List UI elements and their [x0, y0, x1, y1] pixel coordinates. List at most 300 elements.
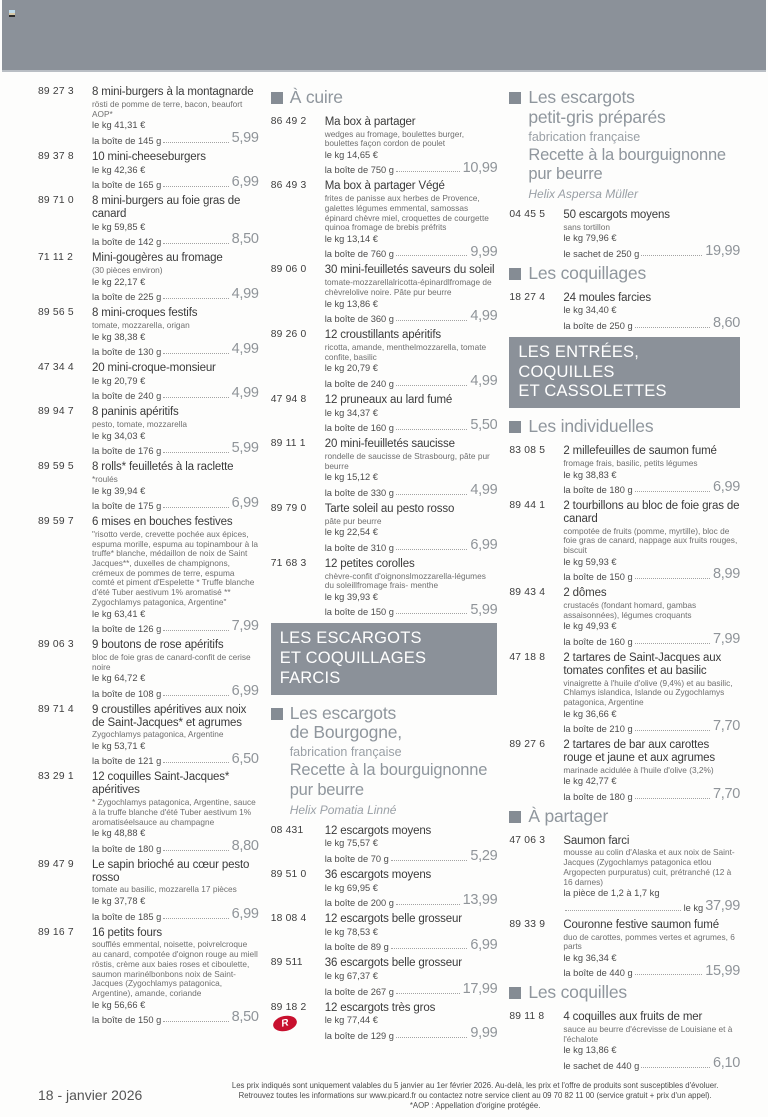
product-unit-price: le kg 67,37 €	[324, 971, 378, 982]
product-body	[325, 329, 498, 389]
dotted-leader	[391, 860, 468, 861]
product-code: 89 37 8	[38, 150, 74, 162]
product-code-cell	[271, 180, 319, 259]
product-code: 89 43 4	[509, 587, 546, 599]
product-code-cell	[509, 739, 557, 802]
section-bullet-icon	[509, 268, 521, 280]
product-description: frites de panisse aux herbes de Provence, galettes légumes emmental, samossas épinard chèvre miel, croquettes de courgette quinoa fromage de brebis préfrits	[324, 193, 489, 233]
product-entry	[38, 927, 259, 1025]
section-header-body	[528, 807, 608, 827]
product-code-cell	[38, 406, 86, 456]
product-code: 47 06 3	[509, 834, 546, 846]
product-code-cell	[38, 516, 86, 634]
product-description: Zygochlamys patagonica, Argentine	[92, 729, 224, 740]
product-entry	[509, 919, 740, 979]
product-unit-price: le kg 13,86 €	[324, 298, 378, 309]
product-code-cell	[38, 252, 86, 302]
product-body	[563, 652, 740, 734]
product-unit-price: le kg 34,37 €	[324, 407, 378, 418]
product-unit-price: le kg 36,66 €	[563, 708, 617, 719]
product-quantity: la boîte de 225 g	[92, 291, 162, 302]
product-entry	[271, 116, 498, 176]
product-title: 12 pruneaux au lard fumé	[324, 393, 453, 406]
product-code-cell	[38, 151, 86, 190]
product-description: ricotta, amande, menthelmozzarella, tomate confite, basilic	[324, 342, 487, 362]
product-entry	[38, 516, 259, 634]
dotted-leader	[641, 1067, 710, 1068]
product-price-row	[324, 536, 498, 553]
product-price-row	[325, 419, 498, 433]
product-price: 6,99	[470, 936, 498, 953]
product-description: tomate au basilic, mozzarella 17 pièces	[92, 884, 237, 895]
product-title: 2 millefeuilles de saumon fumé	[563, 444, 717, 457]
product-body	[563, 500, 740, 582]
product-price: 6,99	[231, 682, 259, 699]
product-quantity: la boîte de 150 g	[324, 607, 394, 618]
product-unit-price: le kg 69,95 €	[324, 882, 378, 893]
product-entry	[509, 500, 740, 582]
product-quantity: la boîte de 250 g	[563, 320, 633, 331]
section-subtitle: fabrication française	[289, 745, 402, 760]
product-title: 9 boutons de rose apéritifs	[92, 638, 224, 651]
product-description: tomate-mozzarellalricotta-épinardlfromage de chèvrelolive noire. Pâte pur beurre	[324, 277, 492, 298]
product-price: 4,99	[231, 341, 259, 358]
product-code: 89 06 3	[38, 638, 74, 650]
product-description: soufflés emmental, noisette, poivrelcroque au canard, compotée d'oignon rouge au miell röstis, crème aux baies roses et ciboulette, saumon marinélbonbons noix de Saint-Jacques (Zygochlamys patagonica, Argentine), amande, coriande	[92, 939, 258, 998]
product-body	[325, 558, 498, 618]
product-code-cell	[271, 264, 319, 324]
dotted-leader	[641, 255, 702, 256]
product-price-row	[92, 387, 259, 401]
top-banner	[2, 0, 766, 72]
product-price-row	[92, 1011, 259, 1025]
section-bullet-icon	[509, 421, 521, 433]
product-body	[563, 835, 740, 914]
product-entry	[271, 1002, 498, 1041]
section-title-line: de Bourgogne,	[289, 722, 402, 743]
product-title: 36 escargots belle grosseur	[324, 957, 462, 970]
product-price-row	[324, 601, 498, 618]
legal-line: *AOP : Appellation d'origine protégée.	[409, 1100, 541, 1110]
product-unit-price: le kg 38,38 €	[92, 331, 146, 342]
product-code: 89 33 9	[509, 918, 546, 930]
section-header-body	[528, 264, 646, 284]
product-body	[563, 919, 740, 979]
dotted-leader	[635, 578, 710, 579]
product-price: 5,99	[231, 129, 259, 146]
product-quantity: la boîte de 150 g	[563, 572, 633, 583]
product-quantity: la boîte de 175 g	[92, 501, 162, 512]
product-price-row	[325, 1027, 498, 1041]
section-title-line: Les escargots	[528, 87, 635, 107]
product-body	[92, 195, 259, 247]
product-description: pâte pur beurre	[324, 515, 382, 526]
dotted-leader	[163, 695, 228, 696]
product-price-row	[563, 897, 740, 914]
product-code-cell	[38, 771, 86, 853]
dotted-leader	[163, 186, 228, 187]
product-code: 71 68 3	[270, 557, 307, 569]
section-header	[509, 983, 740, 1003]
product-code-cell	[271, 438, 319, 498]
product-code: 47 34 4	[38, 361, 74, 373]
product-price: 8,50	[231, 1009, 259, 1026]
product-code: 89 26 0	[270, 329, 307, 341]
product-body	[563, 587, 740, 647]
section-subtitle: fabrication française	[528, 129, 641, 144]
product-title: 9 croustilles apéritives aux noix de Saint-Jacques* et agrumes	[92, 703, 247, 729]
product-unit-price: le kg 59,93 €	[563, 556, 617, 567]
product-price: 6,10	[712, 1054, 740, 1071]
product-title: 8 mini-croques festifs	[92, 306, 198, 319]
section-header-body	[290, 88, 343, 108]
product-description: duo de carottes, pommes vertes et agrumes, 6 parts	[563, 931, 735, 952]
product-code-cell	[271, 329, 319, 389]
product-title: 2 tartares de bar aux carottes rouge et jaune et aux agrumes	[563, 739, 716, 764]
product-code: 89 18 2	[270, 1001, 307, 1013]
product-body	[92, 86, 259, 146]
product-price-row	[563, 1054, 740, 1071]
product-code: 71 11 2	[38, 252, 73, 264]
product-entry	[271, 264, 498, 324]
product-title: 16 petits fours	[92, 926, 162, 939]
section-header-row	[509, 983, 740, 1003]
product-price-row	[325, 894, 498, 908]
product-quantity: la boîte de 180 g	[563, 484, 633, 495]
product-entry	[38, 639, 259, 699]
product-entry	[38, 704, 259, 767]
product-body	[92, 516, 259, 634]
product-entry	[271, 869, 498, 908]
section-header	[509, 417, 740, 437]
dotted-leader	[635, 798, 710, 799]
product-price-row	[92, 837, 259, 854]
product-code-cell	[38, 86, 86, 146]
product-body	[563, 1011, 740, 1071]
price-unit-label: le kg	[683, 902, 704, 913]
product-title: 12 petites corolles	[324, 557, 415, 570]
product-price: 6,50	[231, 750, 259, 767]
product-price-row	[563, 245, 740, 259]
product-body	[92, 771, 259, 853]
dotted-leader	[163, 353, 228, 354]
product-price: 6,99	[231, 495, 259, 512]
product-description: *roulés	[92, 474, 118, 485]
product-code-cell	[509, 209, 557, 259]
product-entry	[38, 151, 259, 190]
dotted-leader	[635, 643, 710, 644]
product-description: bloc de foie gras de canard-confit de cerise noire	[92, 651, 251, 672]
product-body	[325, 503, 498, 553]
product-code-cell	[38, 461, 86, 511]
product-entry	[509, 652, 740, 734]
product-entry	[509, 445, 740, 495]
product-quantity: la boîte de 210 g	[563, 724, 633, 735]
product-title: 8 rolls* feuilletés à la raclette	[92, 461, 234, 474]
product-price-row	[324, 243, 498, 260]
product-quantity: la boîte de 160 g	[324, 423, 394, 434]
product-quantity: la boîte de 267 g	[324, 986, 394, 997]
product-body	[563, 292, 740, 331]
product-title: 12 escargots moyens	[324, 824, 432, 837]
product-quantity: la boîte de 240 g	[324, 378, 394, 389]
product-unit-price: le kg 78,53 €	[324, 926, 378, 937]
dotted-leader	[635, 730, 710, 731]
product-price: 6,99	[231, 174, 259, 191]
product-code: 86 49 3	[270, 180, 307, 192]
product-price: 7,99	[712, 631, 740, 648]
section-header-body	[528, 417, 653, 437]
product-body	[563, 445, 740, 495]
product-code-cell	[509, 292, 557, 331]
product-price-row	[92, 176, 259, 190]
section-header	[271, 88, 498, 108]
product-quantity: la boîte de 70 g	[324, 853, 389, 864]
dotted-leader	[396, 904, 460, 905]
product-title: 2 dômes	[563, 587, 607, 600]
dotted-leader	[396, 494, 467, 495]
label-rouge-badge: R	[271, 1013, 298, 1033]
product-price-row	[563, 481, 740, 495]
product-title: Saumon farci	[563, 834, 630, 847]
product-unit-price: le kg 22,17 €	[92, 276, 146, 287]
product-code-cell	[509, 587, 557, 647]
product-unit-price: le kg 79,96 €	[563, 233, 617, 244]
section-header-row	[271, 88, 498, 108]
dotted-leader	[396, 385, 467, 386]
product-unit-price: le kg 34,03 €	[92, 430, 146, 441]
product-code-cell	[509, 445, 557, 495]
dotted-leader	[163, 507, 228, 508]
product-price-row	[563, 633, 740, 647]
page-number: 18 - janvier 2026	[38, 1086, 143, 1103]
product-price-row	[92, 288, 259, 302]
product-code-cell	[271, 957, 319, 996]
dotted-leader	[396, 993, 460, 994]
product-price-row	[563, 568, 740, 582]
section-header-row	[509, 807, 740, 827]
product-quantity: la boîte de 760 g	[324, 249, 394, 260]
product-body	[325, 1002, 498, 1041]
product-body	[325, 825, 498, 864]
dotted-leader	[635, 327, 710, 328]
product-description: pesto, tomate, mozzarella	[92, 419, 187, 430]
product-body	[92, 362, 259, 401]
product-entry	[38, 406, 259, 456]
product-body	[325, 913, 498, 952]
product-title: 50 escargots moyens	[563, 208, 670, 221]
product-code: 89 47 9	[38, 858, 74, 870]
product-price: 8,60	[712, 315, 740, 332]
section-bullet-icon	[271, 92, 283, 104]
dotted-leader	[163, 762, 228, 763]
product-unit-price: le kg 48,88 €	[92, 828, 146, 839]
product-entry	[271, 825, 498, 864]
product-quantity: la boîte de 129 g	[324, 1030, 394, 1041]
product-quantity: la boîte de 180 g	[92, 843, 162, 854]
product-entry	[38, 307, 259, 357]
product-price: 4,99	[231, 286, 259, 303]
product-price: 17,99	[462, 980, 498, 997]
product-body	[92, 927, 259, 1025]
page-footer	[38, 1081, 758, 1111]
product-title: 12 croustillants apéritifs	[324, 329, 441, 342]
product-quantity: la boîte de 310 g	[324, 542, 394, 553]
product-entry	[271, 329, 498, 389]
product-description: crustacés (fondant homard, gambas assaisonnées), légumes croquants	[563, 600, 697, 620]
product-price-row	[324, 936, 498, 953]
legal-line: Les prix indiqués sont uniquement valables du 5 janvier au 1er février 2026. Au-delà, les prix et l'offre de produits sont susceptibles d'évoluer.	[231, 1080, 719, 1090]
product-entry	[38, 771, 259, 853]
section-bullet-icon	[509, 92, 521, 104]
section-header-body	[290, 704, 488, 817]
product-price: 5,99	[470, 601, 498, 618]
section-title-line: Les coquillages	[528, 262, 646, 283]
dotted-leader	[163, 397, 228, 398]
product-entry	[271, 957, 498, 996]
product-body	[325, 438, 498, 498]
product-title: 30 mini-feuilletés saveurs du soleil	[324, 264, 495, 277]
product-entry	[509, 835, 740, 914]
product-title: 2 tartares de Saint-Jacques aux tomates confites et au basilic	[563, 651, 722, 677]
product-body	[92, 151, 259, 190]
product-body	[325, 394, 498, 433]
product-title: Mini-gougères au fromage	[92, 252, 223, 265]
product-code: 89 71 4	[38, 703, 74, 715]
product-title: 4 coquilles aux fruits de mer	[563, 1011, 703, 1024]
product-unit-price: le kg 49,93 €	[563, 621, 617, 632]
product-entry	[271, 394, 498, 433]
product-entry	[509, 1011, 740, 1071]
product-entry	[38, 252, 259, 302]
product-code: 89 59 5	[38, 461, 74, 473]
product-code-cell	[271, 394, 319, 433]
product-code: 89 27 3	[38, 86, 74, 97]
section-header-body	[528, 983, 627, 1003]
product-unit-price: le kg 20,79 €	[324, 363, 378, 374]
legal-line: Retrouvez toutes les informations sur www.picard.fr ou contactez notre service client au 09 70 82 11 00 (service gratuit + prix d'un appel).	[238, 1090, 712, 1100]
product-body	[325, 116, 498, 176]
product-description: compotée de fruits (pomme, myrtille), bloc de foie gras de canard, nappage aux fruits rouges, biscuit	[563, 525, 738, 556]
product-entry	[509, 292, 740, 331]
product-code-cell	[38, 195, 86, 247]
product-entry	[38, 362, 259, 401]
category-banner	[271, 623, 498, 694]
product-code: 83 08 5	[509, 444, 546, 456]
product-extra-line: la pièce de 1,2 à 1,7 kg	[563, 888, 660, 899]
product-unit-price: le kg 53,71 €	[92, 741, 146, 752]
product-price: 4,99	[231, 385, 259, 402]
product-price: 8,80	[231, 837, 259, 854]
product-quantity: la boîte de 360 g	[324, 314, 394, 325]
product-code: 89 71 0	[38, 194, 74, 206]
product-description: marinade acidulée à l'huile d'olive (3,2%)	[563, 764, 714, 775]
dotted-leader	[396, 320, 467, 321]
product-title: 36 escargots moyens	[324, 868, 432, 881]
product-unit-price: le kg 13,14 €	[324, 234, 378, 245]
product-body	[92, 704, 259, 767]
product-unit-price: le kg 75,57 €	[324, 838, 378, 849]
product-entry	[271, 558, 498, 618]
product-quantity: le sachet de 250 g	[563, 248, 640, 259]
column-middle	[271, 86, 498, 1081]
section-header-row	[509, 417, 740, 437]
product-price-row	[92, 682, 259, 699]
product-code: 83 29 1	[38, 771, 74, 783]
product-title: Ma box à partager	[324, 115, 416, 128]
product-description: wedges au fromage, boulettes burger, boulettes façon cordon de poulet	[324, 128, 464, 149]
product-price: 4,99	[470, 373, 498, 390]
product-price: 10,99	[462, 159, 498, 176]
product-unit-price: le kg 56,66 €	[92, 999, 146, 1010]
product-body	[92, 406, 259, 456]
product-entry	[38, 461, 259, 511]
product-title: 2 tourbillons au bloc de foie gras de canard	[563, 499, 740, 525]
product-description: chèvre-confit d'oignonslmozzarella-légumes du soleillfromage frais- menthe	[324, 570, 486, 591]
dotted-leader	[163, 850, 228, 851]
product-code-cell	[271, 503, 319, 553]
product-code-cell	[38, 307, 86, 357]
product-code: 89 59 7	[38, 516, 74, 528]
product-price-row	[92, 343, 259, 357]
product-code-cell	[271, 116, 319, 176]
product-code-cell	[38, 927, 86, 1025]
product-unit-price: le kg 77,44 €	[324, 1015, 378, 1026]
product-price-row	[563, 317, 740, 331]
section-title-line: petit-gris préparés	[528, 106, 666, 127]
product-entry	[509, 739, 740, 802]
product-quantity: le sachet de 440 g	[563, 1060, 640, 1071]
product-entry	[271, 438, 498, 498]
product-price: 6,99	[231, 905, 259, 922]
product-price: 4,99	[470, 308, 498, 325]
product-code: 89 06 0	[270, 264, 307, 276]
product-unit-price: le kg 42,77 €	[563, 776, 617, 787]
product-code-cell	[509, 1011, 557, 1071]
product-body	[92, 252, 259, 302]
dotted-leader	[163, 243, 228, 244]
product-code-cell	[271, 913, 319, 952]
product-price-row	[92, 129, 259, 146]
product-description: mousse au colin d'Alaska et aux noix de Saint-Jacques (Zygochlamys patagonica etlou Argopecten purpuratus) cuit, prétranché (12 à 16 darnes)	[563, 847, 735, 887]
dotted-leader	[391, 948, 468, 949]
product-entry	[38, 859, 259, 922]
section-title-line: À partager	[528, 805, 609, 826]
product-title: 6 mises en bouches festives	[92, 516, 233, 529]
product-body	[563, 739, 740, 802]
product-title: 20 mini-feuilletés saucisse	[324, 438, 455, 451]
section-header-row	[271, 704, 498, 817]
product-price: 6,99	[470, 536, 498, 553]
product-unit-price: le kg 34,40 €	[563, 305, 617, 316]
product-price: 37,99	[705, 897, 740, 914]
category-banner-line: LES ESCARGOTS	[279, 629, 422, 648]
product-price-row	[563, 720, 740, 734]
product-unit-price: le kg 22,54 €	[324, 527, 378, 538]
product-quantity: la boîte de 89 g	[324, 942, 389, 953]
product-price-row	[92, 620, 259, 634]
product-unit-price: le kg 20,79 €	[92, 375, 146, 386]
product-price-row	[92, 497, 259, 511]
product-description: tomate, mozzarella, origan	[92, 319, 190, 330]
product-price: 5,99	[231, 440, 259, 457]
product-title: Ma box à partager Végé	[324, 180, 445, 193]
product-code-cell	[38, 704, 86, 767]
product-description: vinaigrette à l'huile d'olive (9,4%) et au basilic, Chlamys islandica, Islande ou Zygochlamys patagonica, Argentine	[563, 677, 733, 707]
product-entry	[271, 180, 498, 259]
product-unit-price: le kg 39,93 €	[324, 591, 378, 602]
product-price: 8,99	[712, 566, 740, 583]
